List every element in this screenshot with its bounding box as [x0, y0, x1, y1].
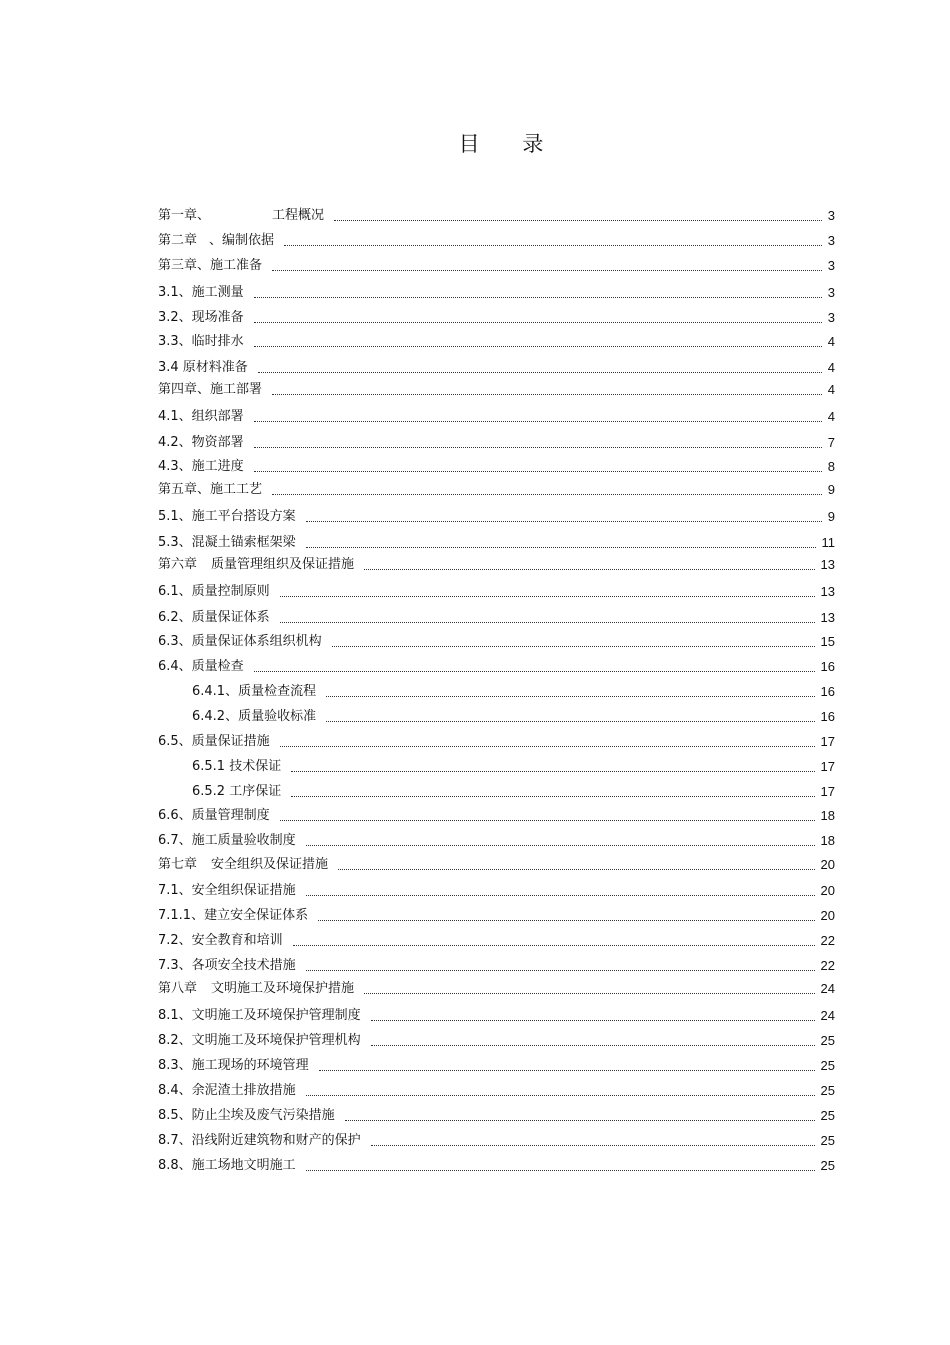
toc-entry[interactable] [158, 855, 835, 875]
toc-entry-label: 6.5、质量保证措施 [158, 734, 270, 749]
toc-entry[interactable] [158, 308, 835, 328]
toc-leader [326, 720, 814, 722]
toc-leader [306, 894, 815, 896]
toc-page-number: 17 [820, 784, 835, 799]
toc-page-number: 25 [820, 1158, 835, 1173]
toc-entry-label: 3.1、施工测量 [158, 285, 244, 300]
toc-entry[interactable] [158, 407, 835, 427]
toc-leader [254, 296, 822, 298]
toc-page-number: 3 [827, 310, 835, 325]
toc-entry[interactable] [158, 206, 835, 226]
toc-leader [345, 1119, 815, 1121]
toc-page-number: 4 [827, 360, 835, 375]
toc-leader [326, 695, 814, 697]
toc-page-number: 20 [820, 908, 835, 923]
toc-page-number: 4 [827, 382, 835, 397]
toc-page-number: 3 [827, 208, 835, 223]
toc-page-number: 20 [820, 857, 835, 872]
toc-entry-label: 第三章、施工准备 [158, 258, 263, 273]
toc-page-number: 17 [820, 759, 835, 774]
toc-leader [258, 371, 822, 373]
toc-entry-label: 8.8、施工场地文明施工 [158, 1158, 296, 1173]
toc-leader [371, 1144, 815, 1146]
toc-leader [319, 1069, 815, 1071]
toc-page-number: 22 [820, 933, 835, 948]
toc-leader [254, 420, 822, 422]
toc-page-number: 24 [820, 1008, 835, 1023]
toc-entry-label: 第一章、 工程概况 [158, 208, 325, 223]
toc-leader [306, 546, 816, 548]
page-title: 目 录 [458, 132, 562, 156]
toc-entry[interactable] [158, 608, 835, 628]
toc-entry[interactable] [158, 380, 835, 400]
toc-entry[interactable] [158, 358, 835, 378]
toc-page-number: 7 [827, 435, 835, 450]
toc-entry[interactable] [158, 332, 835, 352]
toc-page-number: 17 [820, 734, 835, 749]
toc-entry-label: 7.2、安全教育和培训 [158, 933, 283, 948]
toc-leader [254, 446, 822, 448]
toc-entry-label: 6.1、质量控制原则 [158, 584, 270, 599]
toc-entry-label: 第八章 文明施工及环境保护措施 [158, 981, 355, 996]
toc-leader [254, 670, 815, 672]
toc-leader [306, 844, 815, 846]
toc-leader [254, 321, 822, 323]
toc-entry[interactable] [158, 582, 835, 602]
toc-entry-label: 第五章、施工工艺 [158, 482, 263, 497]
toc-entry-label: 4.1、组织部署 [158, 409, 244, 424]
toc-entry[interactable] [192, 707, 835, 727]
toc-leader [280, 621, 815, 623]
toc-leader [293, 944, 815, 946]
toc-leader [291, 795, 814, 797]
toc-entry-label: 第四章、施工部署 [158, 382, 263, 397]
toc-page-number: 20 [820, 883, 835, 898]
toc-page-number: 4 [827, 334, 835, 349]
toc-leader [272, 269, 822, 271]
toc-leader [254, 345, 822, 347]
toc-leader [280, 595, 815, 597]
toc-entry[interactable] [158, 881, 835, 901]
toc-leader [306, 1094, 815, 1096]
toc-page-number: 13 [820, 610, 835, 625]
toc-leader [306, 969, 815, 971]
toc-page-number: 25 [820, 1108, 835, 1123]
toc-page-number: 16 [820, 659, 835, 674]
toc-entry-label: 8.2、文明施工及环境保护管理机构 [158, 1033, 361, 1048]
toc-entry-label: 6.4.1、质量检查流程 [192, 684, 317, 699]
toc-page-number: 18 [820, 833, 835, 848]
toc-entry[interactable] [192, 682, 835, 702]
toc-leader [280, 819, 815, 821]
toc-entry-label: 第七章 安全组织及保证措施 [158, 857, 329, 872]
toc-entry-label: 4.3、施工进度 [158, 459, 244, 474]
toc-page-number: 3 [827, 233, 835, 248]
toc-entry[interactable] [158, 256, 835, 276]
toc-leader [364, 992, 815, 994]
toc-page-number: 15 [820, 634, 835, 649]
toc-entry-label: 6.4.2、质量验收标准 [192, 709, 317, 724]
toc-leader [371, 1019, 815, 1021]
toc-entry[interactable] [192, 782, 835, 802]
toc-entry-label: 6.5.2 工序保证 [192, 784, 282, 799]
toc-entry-label: 第二章 、编制依据 [158, 233, 275, 248]
toc-entry-label: 7.3、各项安全技术措施 [158, 958, 296, 973]
toc-leader [280, 745, 815, 747]
toc-page-number: 25 [820, 1033, 835, 1048]
toc-entry[interactable] [158, 1156, 835, 1176]
toc-leader [254, 470, 822, 472]
toc-entry[interactable] [158, 657, 835, 677]
toc-entry[interactable] [158, 806, 835, 826]
toc-entry-label: 3.3、临时排水 [158, 334, 244, 349]
toc-entry[interactable] [158, 433, 835, 453]
toc-entry[interactable] [158, 1056, 835, 1076]
toc-entry-label: 3.2、现场准备 [158, 310, 244, 325]
toc-entry[interactable] [158, 231, 835, 251]
toc-entry-label: 6.2、质量保证体系 [158, 610, 270, 625]
toc-page-number: 25 [820, 1058, 835, 1073]
toc-leader [306, 1169, 815, 1171]
toc-leader [291, 770, 814, 772]
toc-entry-label: 4.2、物资部署 [158, 435, 244, 450]
toc-entry[interactable] [192, 757, 835, 777]
toc-page-number: 16 [820, 684, 835, 699]
toc-page-number: 22 [820, 958, 835, 973]
toc-entry[interactable] [158, 732, 835, 752]
toc-leader [284, 244, 822, 246]
toc-entry[interactable] [158, 906, 835, 926]
toc-page-number: 3 [827, 285, 835, 300]
toc-entry-label: 6.7、施工质量验收制度 [158, 833, 296, 848]
toc-entry[interactable] [158, 283, 835, 303]
toc-entry[interactable] [158, 555, 835, 575]
toc-leader [371, 1044, 815, 1046]
toc-entry-label: 8.7、沿线附近建筑物和财产的保护 [158, 1133, 361, 1148]
toc-leader [364, 568, 815, 570]
toc-page-number: 9 [827, 482, 835, 497]
toc-page-number: 9 [827, 509, 835, 524]
toc-entry[interactable] [158, 1031, 835, 1051]
toc-leader [338, 868, 815, 870]
toc-page-number: 3 [827, 258, 835, 273]
toc-page-number: 13 [820, 557, 835, 572]
toc-entry[interactable] [158, 480, 835, 500]
toc-entry[interactable] [158, 632, 835, 652]
toc-entry[interactable] [158, 831, 835, 851]
toc-entry-label: 6.5.1 技术保证 [192, 759, 282, 774]
toc-leader [334, 219, 822, 221]
toc-entry-label: 6.4、质量检查 [158, 659, 244, 674]
toc-leader [332, 645, 815, 647]
toc-entry-label: 8.5、防止尘埃及废气污染措施 [158, 1108, 335, 1123]
toc-entry[interactable] [158, 457, 835, 477]
toc-leader [306, 520, 822, 522]
toc-entry[interactable] [158, 533, 835, 553]
toc-entry-label: 8.4、余泥渣土排放措施 [158, 1083, 296, 1098]
toc-entry-label: 6.3、质量保证体系组织机构 [158, 634, 322, 649]
toc-page-number: 8 [827, 459, 835, 474]
toc-entry[interactable] [158, 507, 835, 527]
toc-page-number: 13 [820, 584, 835, 599]
toc-entry-label: 8.1、文明施工及环境保护管理制度 [158, 1008, 361, 1023]
toc-entry-label: 7.1.1、建立安全保证体系 [158, 908, 309, 923]
toc-entry-label: 6.6、质量管理制度 [158, 808, 270, 823]
toc-entry[interactable] [158, 1006, 835, 1026]
toc-page-number: 16 [820, 709, 835, 724]
toc-page-number: 18 [820, 808, 835, 823]
toc-entry[interactable] [158, 1131, 835, 1151]
toc-page-number: 25 [820, 1133, 835, 1148]
toc-entry[interactable] [158, 979, 835, 999]
toc-page-number: 11 [821, 535, 835, 550]
toc-leader [272, 493, 822, 495]
toc-entry-label: 7.1、安全组织保证措施 [158, 883, 296, 898]
toc-entry-label: 5.1、施工平台搭设方案 [158, 509, 296, 524]
toc-entry-label: 3.4 原材料准备 [158, 360, 248, 375]
toc-entry[interactable] [158, 931, 835, 951]
toc-entry[interactable] [158, 1106, 835, 1126]
toc-page-number: 25 [820, 1083, 835, 1098]
toc-entry[interactable] [158, 956, 835, 976]
toc-page-number: 24 [820, 981, 835, 996]
toc-entry-label: 第六章 质量管理组织及保证措施 [158, 557, 355, 572]
toc-leader [272, 393, 822, 395]
toc-page-number: 4 [827, 409, 835, 424]
toc-entry[interactable] [158, 1081, 835, 1101]
toc-leader [318, 919, 814, 921]
toc-entry-label: 8.3、施工现场的环境管理 [158, 1058, 309, 1073]
toc-entry-label: 5.3、混凝土锚索框架梁 [158, 535, 296, 550]
